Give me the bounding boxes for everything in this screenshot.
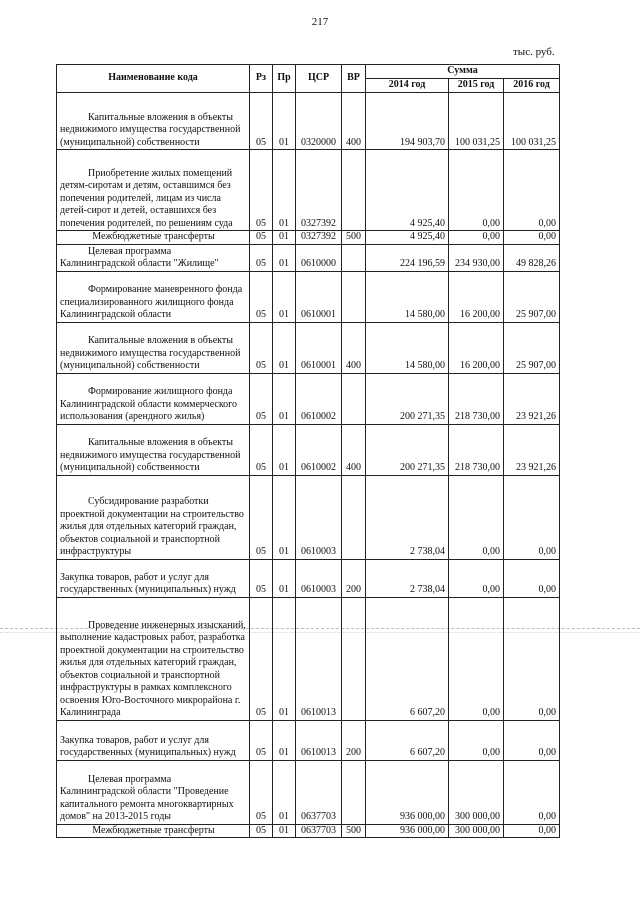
header-csr: ЦСР: [296, 65, 342, 93]
budget-table: [56, 64, 560, 838]
cell-vr: 200: [342, 559, 366, 597]
cell-csr: 0610013: [296, 720, 342, 760]
table-row: [57, 760, 560, 824]
cell-pr: 01: [273, 760, 296, 824]
cell-pr: 01: [273, 244, 296, 271]
table-row: [57, 322, 560, 373]
table-row: [57, 271, 560, 322]
cell-pr: 01: [273, 720, 296, 760]
cell-2016: 0,00: [504, 475, 560, 559]
cell-vr: [342, 150, 366, 231]
cell-vr: 400: [342, 93, 366, 150]
cell-csr: 0327392: [296, 150, 342, 231]
cell-name: Приобретение жилых помещений детям-сиротам и детям, оставшимся без попечения родителей, лицам из числа детей-сирот и детей, оставшихся без попечения родителей, по решениям суда: [57, 150, 250, 231]
cell-name: Закупка товаров, работ и услуг для государственных (муниципальных) нужд: [57, 559, 250, 597]
cell-rz: 05: [250, 824, 273, 838]
cell-2016: 0,00: [504, 824, 560, 838]
cell-vr: 400: [342, 424, 366, 475]
cell-csr: 0637703: [296, 824, 342, 838]
cell-csr: 0610002: [296, 373, 342, 424]
cell-pr: 01: [273, 322, 296, 373]
table-row: [57, 244, 560, 271]
header-name: Наименование кода: [57, 65, 250, 93]
cell-vr: [342, 760, 366, 824]
cell-2014: 4 925,40: [366, 231, 449, 245]
cell-pr: 01: [273, 475, 296, 559]
cell-csr: 0610002: [296, 424, 342, 475]
cell-rz: 05: [250, 271, 273, 322]
cell-csr: 0610013: [296, 597, 342, 720]
cell-name: Капитальные вложения в объекты недвижимого имущества государственной (муниципальной) собственности: [57, 93, 250, 150]
cell-pr: 01: [273, 424, 296, 475]
cell-2015: 234 930,00: [449, 244, 504, 271]
cell-vr: 400: [342, 322, 366, 373]
units-label: тыс. руб.: [513, 46, 555, 58]
cell-2015: 0,00: [449, 475, 504, 559]
cell-2016: 25 907,00: [504, 271, 560, 322]
cell-name: Капитальные вложения в объекты недвижимого имущества государственной (муниципальной) собственности: [57, 424, 250, 475]
page-number: 217: [311, 16, 329, 28]
cell-2015: 16 200,00: [449, 322, 504, 373]
table-row: [57, 231, 560, 245]
table-row: [57, 93, 560, 150]
cell-2015: 300 000,00: [449, 760, 504, 824]
cell-rz: 05: [250, 475, 273, 559]
table-row: [57, 597, 560, 720]
cell-vr: 500: [342, 231, 366, 245]
cell-pr: 01: [273, 373, 296, 424]
cell-2016: 25 907,00: [504, 322, 560, 373]
cell-csr: 0637703: [296, 760, 342, 824]
cell-rz: 05: [250, 322, 273, 373]
cell-rz: 05: [250, 760, 273, 824]
cell-2014: 224 196,59: [366, 244, 449, 271]
table-body: [57, 93, 560, 838]
cell-2016: 0,00: [504, 231, 560, 245]
cell-name: Субсидирование разработки проектной документации на строительство жилья для отдельных категорий граждан, объектов социальной и транспортной инфраструктуры: [57, 475, 250, 559]
cell-name: Капитальные вложения в объекты недвижимого имущества государственной (муниципальной) собственности: [57, 322, 250, 373]
header-vr: ВР: [342, 65, 366, 93]
cell-rz: 05: [250, 93, 273, 150]
cell-2014: 936 000,00: [366, 760, 449, 824]
table-row: [57, 720, 560, 760]
cell-2015: 0,00: [449, 597, 504, 720]
table-row: [57, 150, 560, 231]
cell-2014: 200 271,35: [366, 373, 449, 424]
header-pr: Пр: [273, 65, 296, 93]
cell-2014: 936 000,00: [366, 824, 449, 838]
header-rz: Рз: [250, 65, 273, 93]
cell-2016: 0,00: [504, 720, 560, 760]
cell-name: Межбюджетные трансферты: [57, 824, 250, 838]
header-sum: Сумма: [366, 65, 560, 79]
cell-pr: 01: [273, 597, 296, 720]
cell-csr: 0610003: [296, 475, 342, 559]
cell-2016: 0,00: [504, 559, 560, 597]
cell-pr: 01: [273, 824, 296, 838]
cell-rz: 05: [250, 373, 273, 424]
cell-name: Целевая программа Калининградской области "Жилище": [57, 244, 250, 271]
cell-pr: 01: [273, 150, 296, 231]
table-row: [57, 824, 560, 838]
table-row: [57, 424, 560, 475]
cell-name: Формирование маневренного фонда специализированного жилищного фонда Калининградской области: [57, 271, 250, 322]
cell-2016: 49 828,26: [504, 244, 560, 271]
cell-2015: 0,00: [449, 150, 504, 231]
cell-2016: 23 921,26: [504, 424, 560, 475]
cell-vr: [342, 244, 366, 271]
cell-2014: 2 738,04: [366, 475, 449, 559]
table-row: [57, 475, 560, 559]
cell-2014: 200 271,35: [366, 424, 449, 475]
cell-csr: 0320000: [296, 93, 342, 150]
cell-2014: 14 580,00: [366, 271, 449, 322]
cell-2016: 0,00: [504, 597, 560, 720]
cell-csr: 0610001: [296, 322, 342, 373]
table-row: [57, 559, 560, 597]
cell-rz: 05: [250, 597, 273, 720]
cell-vr: [342, 475, 366, 559]
cell-2015: 218 730,00: [449, 373, 504, 424]
cell-2016: 23 921,26: [504, 373, 560, 424]
header-2014: 2014 год: [366, 79, 449, 93]
cell-rz: 05: [250, 244, 273, 271]
cell-2014: 6 607,20: [366, 720, 449, 760]
cell-2016: 0,00: [504, 150, 560, 231]
cell-name: Закупка товаров, работ и услуг для государственных (муниципальных) нужд: [57, 720, 250, 760]
cell-vr: [342, 271, 366, 322]
cell-rz: 05: [250, 424, 273, 475]
header-2015: 2015 год: [449, 79, 504, 93]
cell-vr: 500: [342, 824, 366, 838]
header-2016: 2016 год: [504, 79, 560, 93]
cell-csr: 0610000: [296, 244, 342, 271]
cell-2015: 100 031,25: [449, 93, 504, 150]
cell-2014: 6 607,20: [366, 597, 449, 720]
cell-vr: [342, 597, 366, 720]
cell-rz: 05: [250, 150, 273, 231]
cell-pr: 01: [273, 93, 296, 150]
cell-csr: 0610003: [296, 559, 342, 597]
cell-pr: 01: [273, 271, 296, 322]
cell-csr: 0327392: [296, 231, 342, 245]
cell-name: Проведение инженерных изысканий, выполнение кадастровых работ, разработка проектной документации на строительство жилья для отдельных категорий граждан, объектов социальной и транспортной инфраструктуры в рамках комплексного освоения Юго-Восточного микрорайона г. Калининграда: [57, 597, 250, 720]
cell-pr: 01: [273, 559, 296, 597]
cell-2015: 300 000,00: [449, 824, 504, 838]
cell-rz: 05: [250, 720, 273, 760]
cell-2015: 0,00: [449, 720, 504, 760]
cell-2014: 2 738,04: [366, 559, 449, 597]
cell-pr: 01: [273, 231, 296, 245]
cell-name: Межбюджетные трансферты: [57, 231, 250, 245]
cell-name: Целевая программа Калининградской области "Проведение капитального ремонта многоквартирных домов" на 2013-2015 годы: [57, 760, 250, 824]
cell-2014: 4 925,40: [366, 150, 449, 231]
cell-name: Формирование жилищного фонда Калининградской области коммерческого использования (арендного жилья): [57, 373, 250, 424]
cell-2015: 16 200,00: [449, 271, 504, 322]
cell-vr: 200: [342, 720, 366, 760]
cell-2016: 100 031,25: [504, 93, 560, 150]
table-row: [57, 373, 560, 424]
cell-2015: 0,00: [449, 231, 504, 245]
cell-rz: 05: [250, 231, 273, 245]
cell-csr: 0610001: [296, 271, 342, 322]
cell-2014: 14 580,00: [366, 322, 449, 373]
cell-2014: 194 903,70: [366, 93, 449, 150]
cell-2015: 0,00: [449, 559, 504, 597]
cell-rz: 05: [250, 559, 273, 597]
cell-vr: [342, 373, 366, 424]
cell-2015: 218 730,00: [449, 424, 504, 475]
cell-2016: 0,00: [504, 760, 560, 824]
